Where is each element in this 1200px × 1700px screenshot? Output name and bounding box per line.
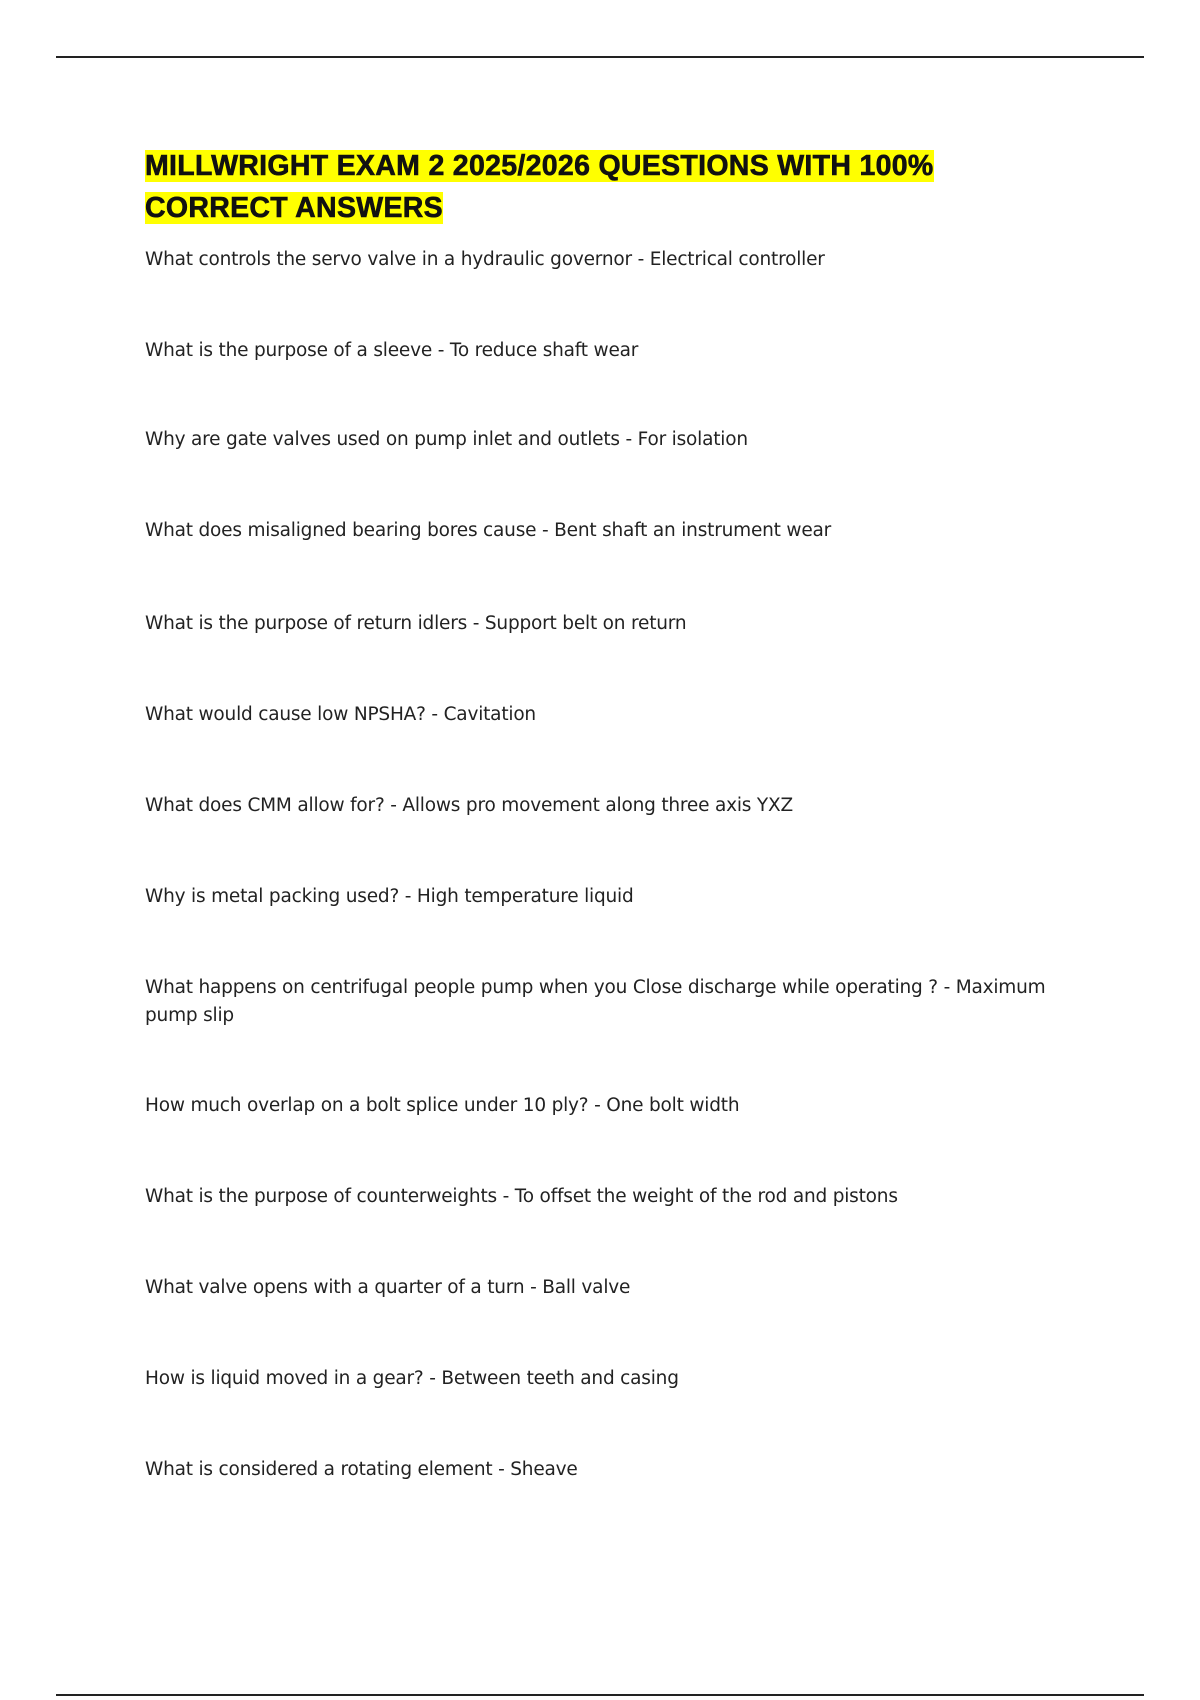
qa-item: What is the purpose of counterweights - To offset the weight of the rod and pistons [145, 1186, 898, 1207]
qa-item: What is the purpose of a sleeve - To reduce shaft wear [145, 340, 639, 361]
document-body [145, 145, 1075, 1480]
document-title [145, 145, 1075, 229]
qa-item: What is the purpose of return idlers - Support belt on return [145, 613, 687, 634]
qa-item: What does CMM allow for? - Allows pro movement along three axis YXZ [145, 795, 793, 816]
qa-item: Why are gate valves used on pump inlet and outlets - For isolation [145, 429, 748, 450]
qa-item: What happens on centrifugal people pump when you Close discharge while operating ? - Maximum pump slip [145, 977, 1046, 1026]
qa-item: What valve opens with a quarter of a turn - Ball valve [145, 1277, 631, 1298]
document-title-text: MILLWRIGHT EXAM 2 2025/2026 QUESTIONS WITH 100% CORRECT ANSWERS [145, 150, 934, 224]
qa-item: What is considered a rotating element - Sheave [145, 1459, 578, 1480]
top-rule [56, 56, 1144, 58]
qa-item: What would cause low NPSHA? - Cavitation [145, 704, 536, 725]
qa-item: How much overlap on a bolt splice under 10 ply? - One bolt width [145, 1095, 740, 1116]
qa-item: Why is metal packing used? - High temperature liquid [145, 886, 634, 907]
qa-item: What controls the servo valve in a hydraulic governor - Electrical controller [145, 249, 825, 270]
bottom-rule [56, 1694, 1144, 1696]
qa-item: How is liquid moved in a gear? - Between teeth and casing [145, 1368, 679, 1389]
qa-item: What does misaligned bearing bores cause - Bent shaft an instrument wear [145, 520, 832, 541]
